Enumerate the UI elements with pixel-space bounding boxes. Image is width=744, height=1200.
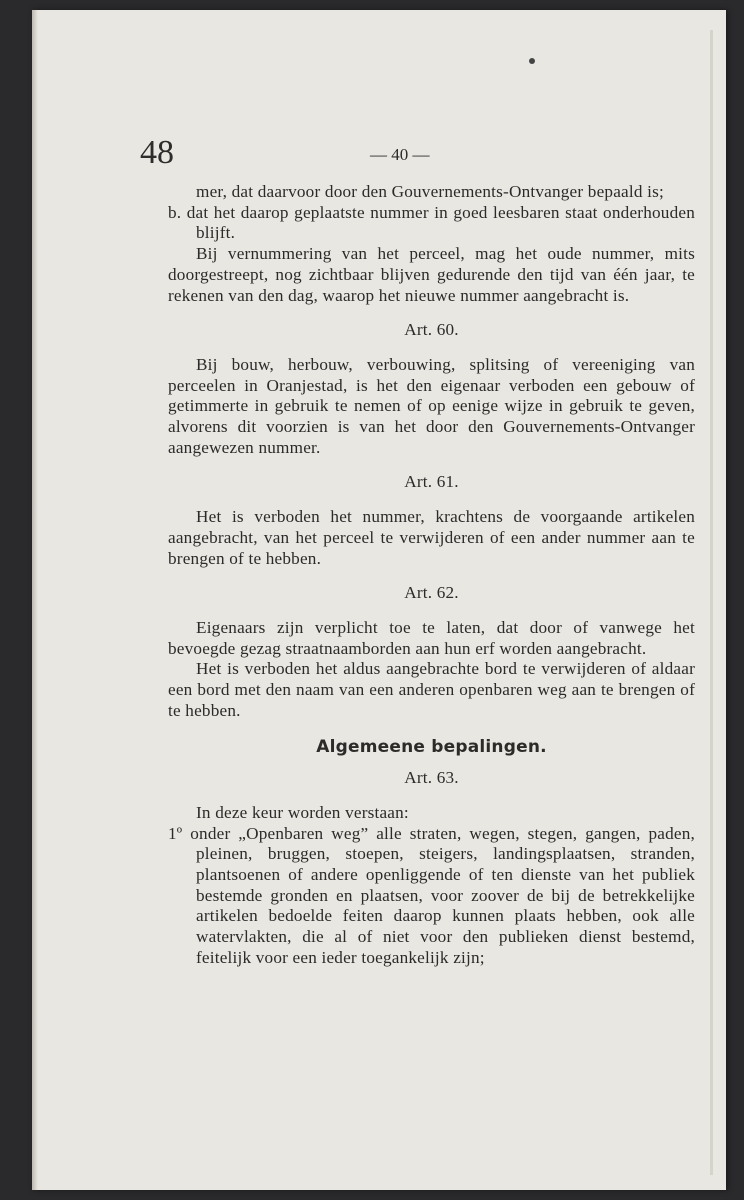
article-heading-62: Art. 62. (404, 583, 459, 603)
page-edge (710, 30, 713, 1175)
article-heading-61: Art. 61. (404, 472, 459, 492)
page-number: — 40 — (370, 145, 430, 164)
paragraph-art-63-item-1: 1º onder „Openbaren weg” alle straten, wegen, stegen, gangen, paden, pleinen, bruggen, stoepen, steigers, landingsplaatsen, stranden, plantsoenen of andere openliggende of ten dienste van het publiek bestemde gronden en plaatsen, voor zoover de bij de betrekkelijke artikelen bedoelde feiten daarop kunnen plaats hebben, ook alle watervlakten, die al of niet voor den publieken dienst bestemd, feitelijk voor een ieder toegankelijk zijn; (168, 823, 695, 967)
paragraph-art-61: Het is verboden het nummer, krachtens de voorgaande artikelen aangebracht, van het perceel te verwijderen of een ander nummer aan te brengen of te hebben. (168, 507, 695, 568)
paragraph-art-62-1: Eigenaars zijn verplicht toe te laten, dat door of vanwege het bevoegde gezag straatnaamborden aan hun erf worden aangebracht. (168, 617, 695, 658)
ink-speck (529, 58, 535, 64)
paragraph-art-63-intro: In deze keur worden verstaan: (196, 802, 409, 822)
article-heading-63: Art. 63. (404, 768, 459, 788)
section-heading: Algemeene bepalingen. (316, 737, 547, 758)
paragraph-art-62-2: Het is verboden het aldus aangebrachte bord te verwijderen of aldaar een bord met den naam van een anderen openbaren weg aan te brengen of te hebben. (168, 659, 695, 720)
folio-number: 48 (140, 134, 174, 171)
page-gutter (32, 10, 38, 1190)
paragraph-item-b: b. dat het daarop geplaatste nummer in goed leesbaren staat onderhouden blijft. (168, 202, 695, 243)
article-heading-60: Art. 60. (404, 320, 459, 340)
document-body (168, 182, 695, 969)
paragraph-art-60: Bij bouw, herbouw, verbouwing, splitsing of vereeniging van perceelen in Oranjestad, is het den eigenaar verboden een gebouw of getimmerte in gebruik te nemen of op eenige wijze in gebruik te geven, alvorens dit voorzien is van het door den Gouvernements-Ontvanger aangewezen nummer. (168, 354, 695, 457)
paragraph-continuation: mer, dat daarvoor door den Gouvernements-Ontvanger bepaald is; (196, 182, 664, 201)
paragraph-renumbering: Bij vernummering van het perceel, mag het oude nummer, mits doorgestreept, nog zichtbaar blijven gedurende den tijd van één jaar, te rekenen van den dag, waarop het nieuwe nummer aangebracht is. (168, 244, 695, 305)
